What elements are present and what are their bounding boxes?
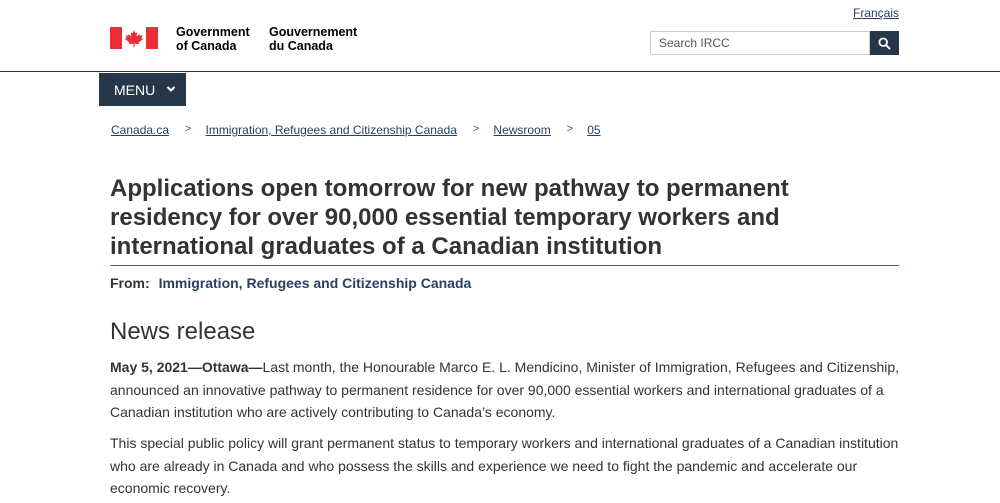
- dateline: May 5, 2021—Ottawa—: [110, 359, 263, 375]
- search-button[interactable]: [870, 31, 899, 55]
- menu-label: MENU: [114, 81, 156, 98]
- breadcrumb-canada[interactable]: Canada.ca: [111, 123, 170, 137]
- site-header: [0, 0, 1000, 72]
- signature-en-line1: Government: [176, 25, 250, 39]
- paragraph-1: [110, 356, 900, 424]
- breadcrumb-05[interactable]: 05: [587, 123, 601, 137]
- title-divider: [110, 265, 899, 266]
- signature-english[interactable]: [176, 25, 250, 53]
- breadcrumb-newsroom[interactable]: Newsroom: [493, 123, 551, 137]
- paragraph-2: This special public policy will grant permanent status to temporary workers and international graduates of a Canadian institution who are already in Canada and who possess the skills and experience we need to fight the pandemic and accelerate our economic recovery.: [110, 435, 899, 496]
- signature-fr-line1: Gouvernement: [269, 25, 358, 39]
- breadcrumb: [111, 123, 601, 137]
- chevron-down-icon: [166, 84, 176, 94]
- signature-french[interactable]: [269, 25, 357, 53]
- language-toggle-link[interactable]: Français: [852, 6, 899, 20]
- search-input[interactable]: Search IRCC: [650, 31, 870, 55]
- signature-fr-line2: du Canada: [269, 39, 333, 53]
- breadcrumb-separator: >: [566, 123, 574, 135]
- breadcrumb-separator: >: [185, 123, 192, 135]
- search-icon: [878, 37, 891, 50]
- from-label: From:: [110, 275, 150, 291]
- page-title: Applications open tomorrow for new pathway to permanent residency for over 90,000 essential temporary workers and international graduates of a Canadian institution: [110, 175, 789, 260]
- breadcrumb-separator: >: [472, 123, 480, 135]
- from-line: [110, 275, 471, 291]
- canada-flag-icon: [110, 27, 158, 49]
- breadcrumb-ircc[interactable]: Immigration, Refugees and Citizenship Canada: [205, 123, 457, 137]
- paragraph-1-text: Last month, the Honourable Marco E. L. Mendicino, Minister of Immigration, Refugees and Citizenship, announced an innovative pathway to permanent residence for over 90,000 essential workers and international graduates of a Canadian institution who are actively contributing to Canada’s economy.: [110, 359, 900, 420]
- section-heading: News release: [110, 318, 256, 345]
- from-department-link[interactable]: Immigration, Refugees and Citizenship Canada: [158, 275, 472, 291]
- menu-button[interactable]: [99, 73, 186, 106]
- signature-en-line2: of Canada: [176, 39, 237, 53]
